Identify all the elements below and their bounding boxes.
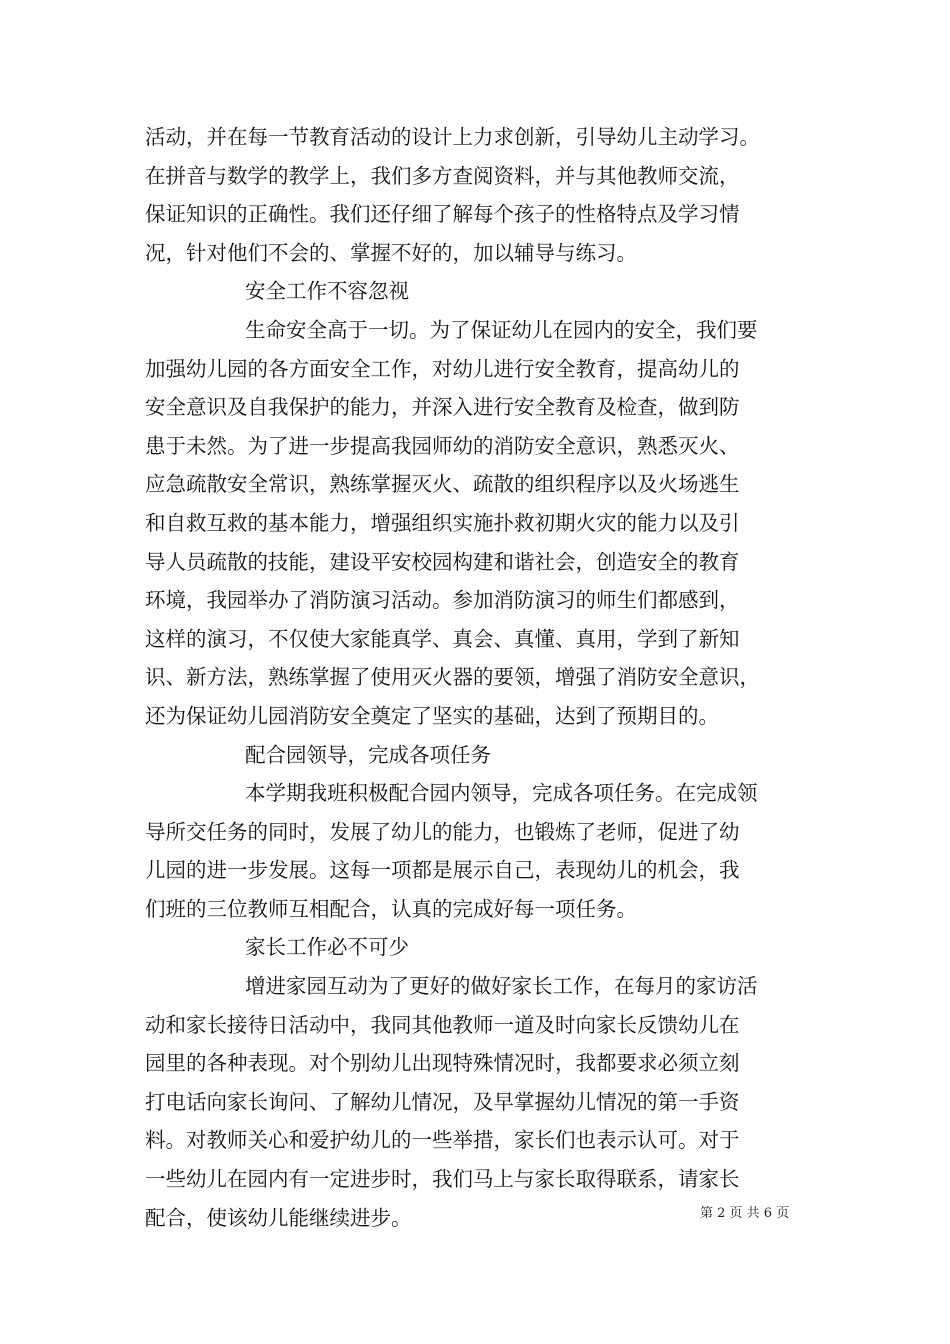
paragraph-safety xyxy=(145,311,825,736)
text-line: 患于未然。为了进一步提高我园师幼的消防安全意识，熟悉灭火、 xyxy=(145,433,740,458)
text-line: 这样的演习，不仅使大家能真学、真会、真懂、真用，学到了新知 xyxy=(145,626,740,651)
text-line: 保证知识的正确性。我们还仔细了解每个孩子的性格特点及学习情 xyxy=(145,202,740,227)
text-line: 安全意识及自我保护的能力，并深入进行安全教育及检查，做到防 xyxy=(145,395,740,420)
section-heading-parents: 家长工作必不可少 xyxy=(245,935,409,960)
paragraph-parents xyxy=(145,967,825,1237)
document-body xyxy=(145,118,825,1237)
paragraph-continuation xyxy=(145,118,825,272)
section-heading-safety: 安全工作不容忽视 xyxy=(245,279,409,304)
text-line: 还为保证幼儿园消防安全奠定了坚实的基础，达到了预期目的。 xyxy=(145,703,719,728)
text-line: 打电话向家长询问、了解幼儿情况，及早掌握幼儿情况的第一手资 xyxy=(145,1089,740,1114)
text-line: 况，针对他们不会的、掌握不好的，加以辅导与练习。 xyxy=(145,240,637,265)
text-line: 环境，我园举办了消防演习活动。参加消防演习的师生们都感到， xyxy=(145,588,740,613)
text-line: 儿园的进一步发展。这每一项都是展示自己，表现幼儿的机会，我 xyxy=(145,858,740,883)
text-line: 和自救互救的基本能力，增强组织实施扑救初期火灾的能力以及引 xyxy=(145,510,740,535)
section-heading-leadership: 配合园领导，完成各项任务 xyxy=(245,742,491,767)
text-line: 配合，使该幼儿能继续进步。 xyxy=(145,1205,412,1230)
page-number-footer: 第 2 页 共 6 页 xyxy=(700,1206,790,1221)
text-line: 在拼音与数学的教学上，我们多方查阅资料，并与其他教师交流， xyxy=(145,163,740,188)
text-line: 增进家园互动为了更好的做好家长工作，在每月的家访活 xyxy=(245,974,758,999)
text-line: 识、新方法，熟练掌握了使用灭火器的要领，增强了消防安全意识， xyxy=(145,665,760,690)
text-line: 活动，并在每一节教育活动的设计上力求创新，引导幼儿主动学习。 xyxy=(145,125,760,149)
text-line: 导所交任务的同时，发展了幼儿的能力，也锻炼了老师，促进了幼 xyxy=(145,819,740,844)
text-line: 加强幼儿园的各方面安全工作，对幼儿进行安全教育，提高幼儿的 xyxy=(145,356,740,381)
text-line: 们班的三位教师互相配合，认真的完成好每一项任务。 xyxy=(145,896,637,921)
text-line: 生命安全高于一切。为了保证幼儿在园内的安全，我们要 xyxy=(245,317,758,342)
text-line: 本学期我班积极配合园内领导，完成各项任务。在完成领 xyxy=(245,781,758,806)
text-line: 应急疏散安全常识，熟练掌握灭火、疏散的组织程序以及火场逃生 xyxy=(145,472,740,497)
text-line: 园里的各种表现。对个别幼儿出现特殊情况时，我都要求必须立刻 xyxy=(145,1051,740,1076)
paragraph-leadership xyxy=(145,774,825,928)
text-line: 料。对教师关心和爱护幼儿的一些举措，家长们也表示认可。对于 xyxy=(145,1128,740,1153)
text-line: 动和家长接待日活动中，我同其他教师一道及时向家长反馈幼儿在 xyxy=(145,1012,740,1037)
text-line: 导人员疏散的技能，建设平安校园构建和谐社会，创造安全的教育 xyxy=(145,549,740,574)
text-line: 一些幼儿在园内有一定进步时，我们马上与家长取得联系，请家长 xyxy=(145,1167,740,1192)
